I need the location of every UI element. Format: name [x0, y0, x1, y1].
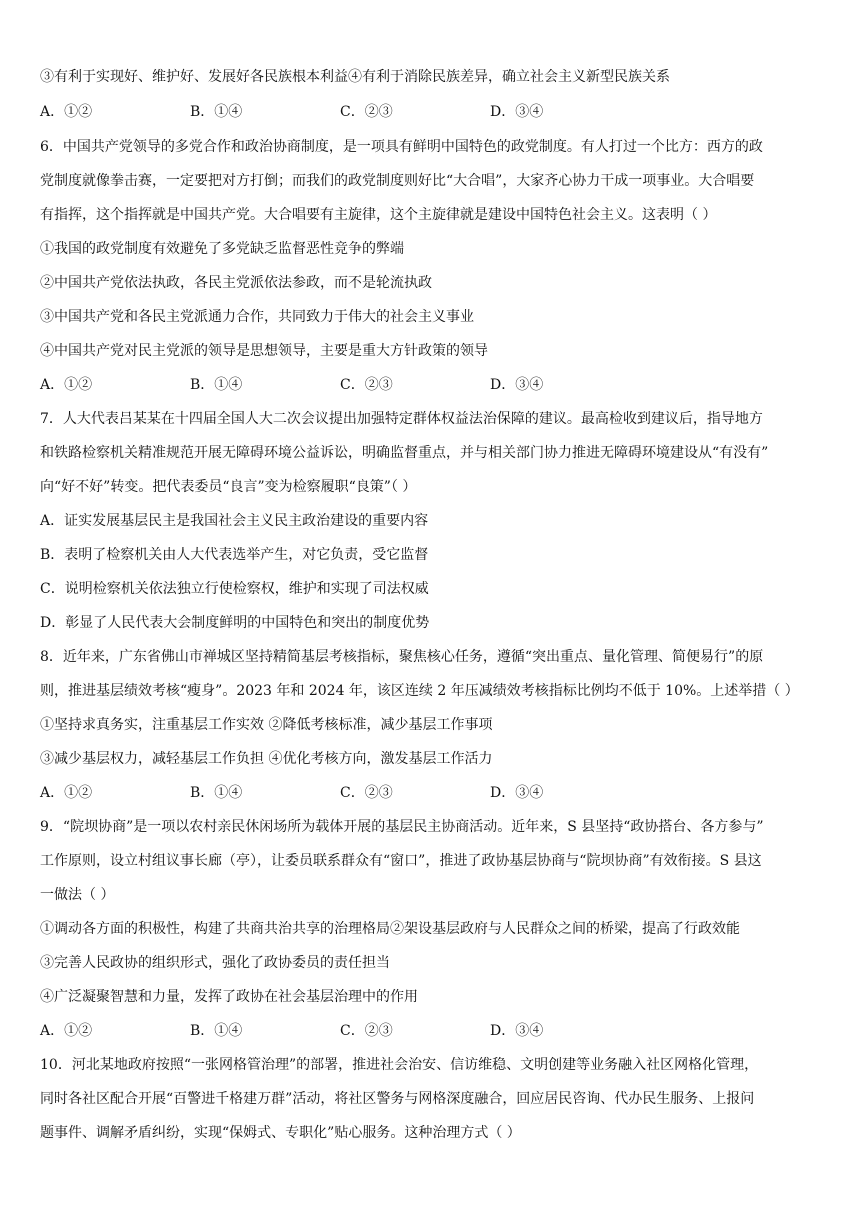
q7-option: C．说明检察机关依法独立行使检察权，维护和实现了司法权威 [40, 581, 429, 597]
q6-option: ③中国共产党和各民主党派通力合作，共同致力于伟大的社会主义事业 [40, 309, 474, 325]
q6-choice-a: A．①② [40, 377, 93, 393]
q7-option: D．彰显了人民代表大会制度鲜明的中国特色和突出的制度优势 [40, 615, 430, 631]
q6-choice-b: B．①④ [190, 377, 243, 393]
q8-choice-b: B．①④ [190, 785, 243, 801]
q8-choice-c: C．②③ [340, 785, 393, 801]
q5-choice-b: B．①④ [190, 104, 243, 120]
q5-choice-c: C．②③ [340, 104, 393, 120]
q9-stem-line: 一做法（ ） [40, 887, 115, 903]
q6-stem-line: 6．中国共产党领导的多党合作和政治协商制度，是一项具有鲜明中国特色的政党制度。有人打过一个比方：西方的政 [40, 139, 763, 155]
q7-stem-line: 和铁路检察机关精准规范开展无障碍环境公益诉讼，明确监督重点，并与相关部门协力推进无障碍环境建设从“有没有” [40, 445, 769, 461]
q5-choice-d: D．③④ [490, 104, 544, 120]
q8-stem-line: 则，推进基层绩效考核“瘦身”。2023 年和 2024 年，该区连续 2 年压减绩效考核指标比例均不低于 10%。上述举措（ ） [40, 683, 799, 699]
q6-option: ④中国共产党对民主党派的领导是思想领导，主要是重大方针政策的领导 [40, 343, 488, 359]
q7-option: A．证实发展基层民主是我国社会主义民主政治建设的重要内容 [40, 513, 429, 529]
q10-stem-line: 题事件、调解矛盾纠纷，实现“保姆式、专职化”贴心服务。这种治理方式（ ） [40, 1125, 521, 1141]
q6-choice-d: D．③④ [490, 377, 544, 393]
q9-choice-b: B．①④ [190, 1023, 243, 1039]
q9-stem-line: 工作原则，设立村组议事长廊（亭），让委员联系群众有“窗口”，推进了政协基层协商与“院坝协商”有效衔接。S 县这 [40, 853, 762, 869]
q6-option: ②中国共产党依法执政，各民主党派依法参政，而不是轮流执政 [40, 275, 432, 291]
q8-choice-a: A．①② [40, 785, 93, 801]
q9-choice-d: D．③④ [490, 1023, 544, 1039]
q10-stem-line: 同时各社区配合开展“百警进千格建万群”活动，将社区警务与网格深度融合，回应居民咨询、代办民生服务、上报问 [40, 1091, 755, 1107]
q8-option: ①坚持求真务实，注重基层工作实效 ②降低考核标准，减少基层工作事项 [40, 717, 493, 733]
q8-stem-line: 8．近年来，广东省佛山市禅城区坚持精简基层考核指标，聚焦核心任务，遵循“突出重点、量化管理、简便易行”的原 [40, 649, 764, 665]
q8-option: ③减少基层权力，减轻基层工作负担 ④优化考核方向，激发基层工作活力 [40, 751, 493, 767]
q7-stem-line: 向“好不好”转变。把代表委员“良言”变为检察履职“良策”（ ） [40, 479, 417, 495]
q9-stem-line: 9．“院坝协商”是一项以农村亲民休闲场所为载体开展的基层民主协商活动。近年来，S 县坚持“政协搭台、各方参与” [40, 819, 764, 835]
q6-choice-c: C．②③ [340, 377, 393, 393]
q5-choice-a: A．①② [40, 104, 93, 120]
q9-choice-a: A．①② [40, 1023, 93, 1039]
q9-option: ④广泛凝聚智慧和力量，发挥了政协在社会基层治理中的作用 [40, 989, 418, 1005]
q9-option: ③完善人民政协的组织形式，强化了政协委员的责任担当 [40, 955, 390, 971]
q8-choice-d: D．③④ [490, 785, 544, 801]
q5-option-line: ③有利于实现好、维护好、发展好各民族根本利益④有利于消除民族差异，确立社会主义新型民族关系 [40, 69, 670, 85]
q7-option: B．表明了检察机关由人大代表选举产生，对它负责，受它监督 [40, 547, 429, 563]
q7-stem-line: 7．人大代表吕某某在十四届全国人大二次会议提出加强特定群体权益法治保障的建议。最高检收到建议后，指导地方 [40, 411, 763, 427]
q9-option: ①调动各方面的积极性，构建了共商共治共享的治理格局②架设基层政府与人民群众之间的桥梁，提高了行政效能 [40, 921, 740, 937]
q6-stem-line: 党制度就像拳击赛，一定要把对方打倒；而我们的政党制度则好比“大合唱”，大家齐心协力干成一项事业。大合唱要 [40, 173, 755, 189]
q6-stem-line: 有指挥，这个指挥就是中国共产党。大合唱要有主旋律，这个主旋律就是建设中国特色社会主义。这表明（ ） [40, 207, 717, 223]
q10-stem-line: 10．河北某地政府按照“一张网格管治理”的部署，推进社会治安、信访维稳、文明创建等业务融入社区网格化管理， [40, 1057, 759, 1073]
q6-option: ①我国的政党制度有效避免了多党缺乏监督恶性竞争的弊端 [40, 241, 404, 257]
q9-choice-c: C．②③ [340, 1023, 393, 1039]
